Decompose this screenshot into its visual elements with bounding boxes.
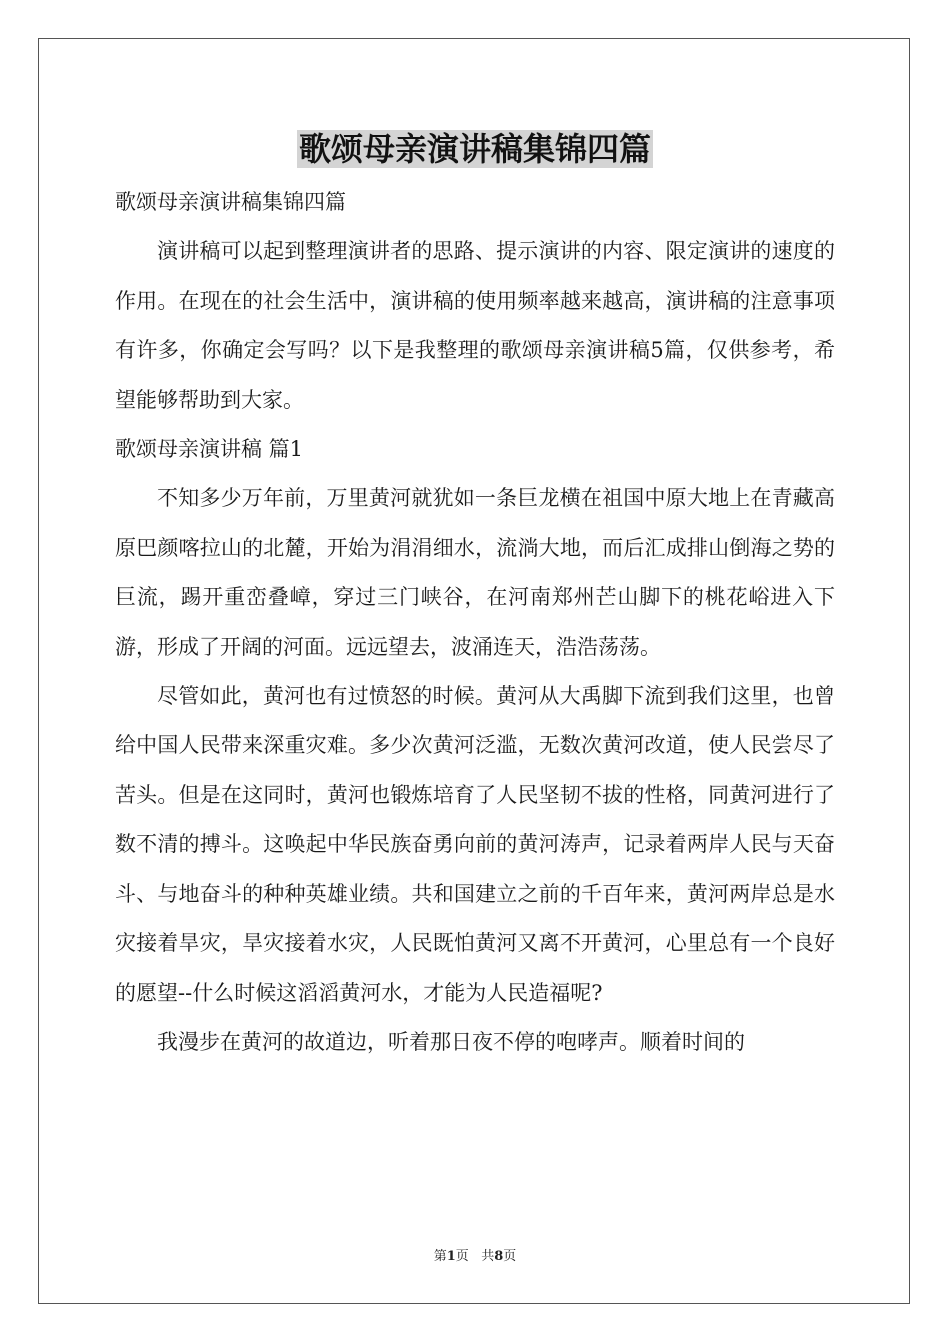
body-paragraph-2: 尽管如此，黄河也有过愤怒的时候。黄河从大禹脚下流到我们这里，也曾给中国人民带来深重灾难。多少次黄河泛滥，无数次黄河改道，使人民尝尽了苦头。但是在这同时，黄河也锻炼培育了人民坚韧不拔的性格，同黄河进行了数不清的搏斗。这唤起中华民族奋勇向前的黄河涛声，记录着两岸人民与天奋斗、与地奋斗的种种英雄业绩。共和国建立之前的千百年来，黄河两岸总是水灾接着旱灾，旱灾接着水灾，人民既怕黄河又离不开黄河，心里总有一个良好的愿望--什么时候这滔滔黄河水，才能为人民造福呢? [115, 684, 835, 1005]
total-pages: 8 [494, 1249, 504, 1264]
page-prefix: 第 [433, 1249, 447, 1264]
page-number: 1 [446, 1249, 456, 1264]
total-prefix: 共 [481, 1249, 495, 1264]
page-footer [0, 1245, 950, 1264]
document-body [115, 178, 835, 1067]
body-paragraph-3: 我漫步在黄河的故道边，听着那日夜不停的咆哮声。顺着时间的 [157, 1029, 745, 1054]
document-title [0, 122, 950, 176]
intro-paragraph: 演讲稿可以起到整理演讲者的思路、提示演讲的内容、限定演讲的速度的作用。在现在的社会生活中，演讲稿的使用频率越来越高，演讲稿的注意事项有许多，你确定会写吗？以下是我整理的歌颂母亲演讲稿5篇，仅供参考，希望能够帮助到大家。 [115, 239, 835, 412]
page-suffix: 页 [455, 1249, 469, 1264]
document-title-text: 歌颂母亲演讲稿集锦四篇 [298, 130, 651, 168]
body-paragraph-1: 不知多少万年前，万里黄河就犹如一条巨龙横在祖国中原大地上在青藏高原巴颜喀拉山的北麓，开始为涓涓细水，流淌大地，而后汇成排山倒海之势的巨流，踢开重峦叠嶂，穿过三门峡谷，在河南郑州芒山脚下的桃花峪进入下游，形成了开阔的河面。远远望去，波涌连天，浩浩荡荡。 [115, 486, 835, 659]
total-suffix: 页 [503, 1249, 517, 1264]
section-heading: 歌颂母亲演讲稿 篇1 [115, 437, 304, 462]
document-subtitle: 歌颂母亲演讲稿集锦四篇 [115, 190, 346, 214]
